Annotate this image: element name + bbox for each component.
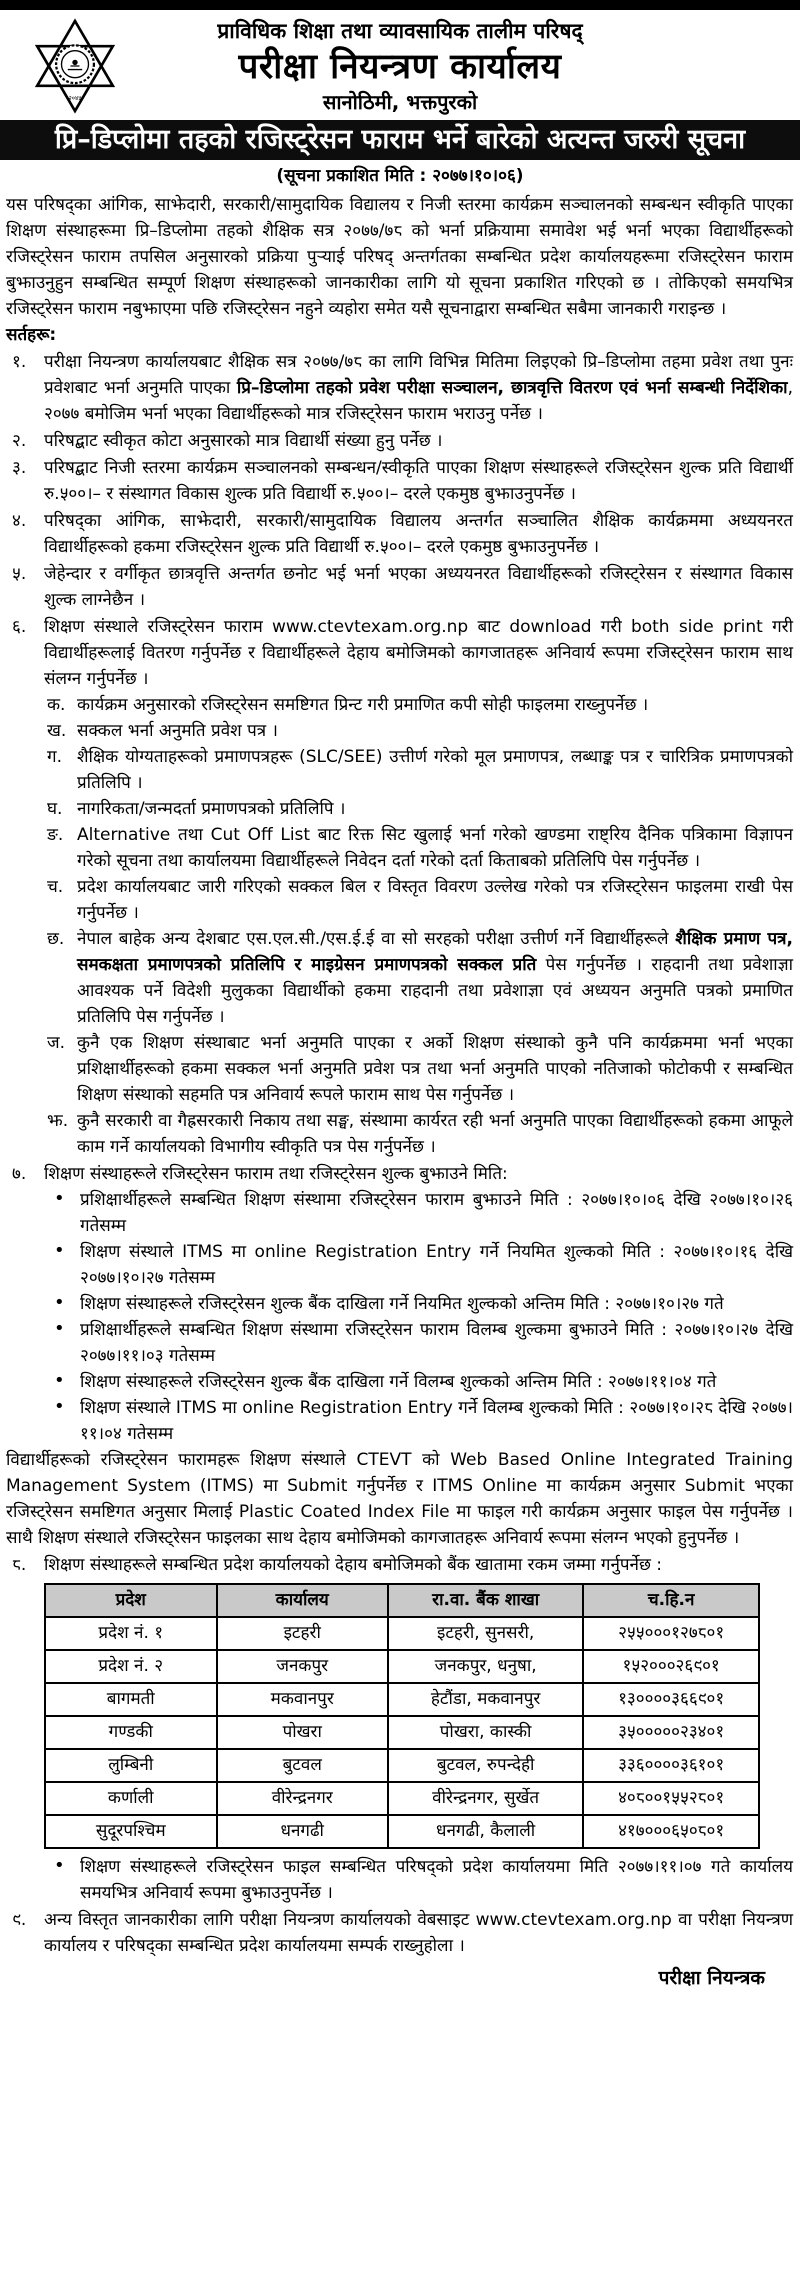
sub-item-label: झ. — [47, 1111, 69, 1131]
numbered-item — [6, 455, 793, 507]
table-cell: प्रदेश नं. २ — [45, 1650, 217, 1683]
sub-item-text — [77, 718, 793, 744]
table-cell: बागमती — [45, 1683, 217, 1716]
numbered-item — [6, 614, 793, 1160]
text-run: परिषद्बाट निजी स्तरमा कार्यक्रम सञ्चालनको सम्बन्धन/स्वीकृति पाएका शिक्षण संस्थाहरूले रजिस्ट्रेसन शुल्क प्रति विद्यार्थी रु.५००।– र संस्थागत विकास शुल्क प्रति विद्यार्थी रु.५००।– दरले एकमुष्ठ बुझाउनुपर्नेछ । — [44, 458, 793, 504]
table-row — [45, 1749, 759, 1782]
bullet-icon: • — [54, 1240, 65, 1261]
text-run: नागरिकता/जन्मदर्ता प्रमाणपत्रको प्रतिलिपि । — [77, 799, 346, 819]
table-cell: बुटवल, रुपन्देही — [388, 1749, 583, 1782]
sub-item-text — [77, 744, 793, 796]
signature: परीक्षा नियन्त्रक — [658, 1967, 765, 1989]
numbered-item — [6, 508, 793, 560]
lettered-sub-item — [44, 1030, 793, 1108]
bullet-item — [44, 1187, 793, 1239]
bullet-item — [44, 1854, 793, 1906]
bullet-icon: • — [54, 1318, 65, 1339]
table-row — [45, 1782, 759, 1815]
sub-item-text — [77, 874, 793, 926]
item-number: ७. — [12, 1164, 27, 1184]
item-number: ८. — [12, 1555, 27, 1575]
office-name: परीक्षा नियन्त्रण कार्यालय — [238, 47, 562, 87]
top-border-bar — [0, 0, 800, 10]
sub-item-label: ज. — [47, 1033, 66, 1053]
published-date: (सूचना प्रकाशित मिति : २०७७।१०।०६) — [276, 166, 524, 186]
notice-body — [0, 190, 800, 1991]
text-run: शैक्षिक योग्यताहरूको प्रमाणपत्रहरू (SLC/SEE) उत्तीर्ण गरेको मूल प्रमाणपत्र, लब्धाङ्क पत्र र चारित्रिक प्रमाणपत्रको प्रतिलिपि । — [77, 747, 793, 793]
item-text — [44, 1161, 793, 1187]
item-text — [44, 1907, 793, 1959]
table-cell: २५५०००१२७८०१ — [583, 1617, 759, 1650]
lettered-sub-item — [44, 692, 793, 718]
column-header: कार्यालय — [217, 1584, 388, 1617]
text-run: सक्कल भर्ना अनुमति प्रवेश पत्र । — [77, 721, 278, 741]
table-cell: १३००००३६६९०१ — [583, 1683, 759, 1716]
office-address: सानोठिमी, भक्तपुरको — [322, 90, 478, 114]
lettered-sub-item — [44, 822, 793, 874]
column-header: रा.वा. बैंक शाखा — [388, 1584, 583, 1617]
text-run: परीक्षा नियन्त्रण कार्यालयबाट शैक्षिक सत्र २०७७/७८ का लागि विभिन्न मितिमा लिइएको प्रि–डिप्लोमा तहमा प्रवेश तथा पुनः प्रवेशबाट भर्ना अनुमति पाएका — [44, 352, 793, 398]
item-text — [44, 508, 793, 560]
lettered-sub-item — [44, 874, 793, 926]
table-cell: पोखरा, कास्की — [388, 1716, 583, 1749]
item-text — [44, 455, 793, 507]
text-run: शिक्षण संस्थाहरूले सम्बन्धित प्रदेश कार्यालयको देहाय बमोजिमको बैंक खातामा रकम जम्मा गर्नुपर्नेछ : — [44, 1555, 663, 1575]
table-cell: धनगढी, कैलाली — [388, 1815, 583, 1848]
bullet-icon: • — [54, 1188, 65, 1209]
table-row — [45, 1815, 759, 1848]
numbered-item — [6, 1161, 793, 1551]
bullet-icon: • — [54, 1855, 65, 1876]
numbered-item — [6, 428, 793, 454]
bullet-item — [44, 1395, 793, 1447]
text-run: प्रदेश कार्यालयबाट जारी गरिएको सक्कल बिल र विस्तृत विवरण उल्लेख गरेको पत्र रजिस्ट्रेसन फाइलमा राखी पेस गर्नुपर्नेछ । — [77, 877, 793, 923]
bullet-text: प्रशिक्षार्थीहरूले सम्बन्धित शिक्षण संस्थामा रजिस्ट्रेसन फाराम विलम्ब शुल्कमा बुझाउने मिति : २०७७।१०।२७ देखि २०७७।११।०३ गतेसम्म — [80, 1320, 793, 1366]
numbered-item — [6, 1907, 793, 1959]
column-header: च.हि.न — [583, 1584, 759, 1617]
conditions-heading: सर्तहरू: — [6, 325, 57, 345]
table-cell: वीरेन्द्रनगर, सुर्खेत — [388, 1782, 583, 1815]
sub-item-label: घ. — [47, 799, 63, 819]
sub-item-label: छ. — [47, 929, 65, 949]
table-cell: लुम्बिनी — [45, 1749, 217, 1782]
text-run: कार्यक्रम अनुसारको रजिस्ट्रेसन समष्टिगत प्रिन्ट गरी प्रमाणित कपी सोही फाइलमा राख्नुपर्नेछ । — [77, 695, 649, 715]
item-text — [44, 349, 793, 427]
table-row — [45, 1683, 759, 1716]
text-run: परिषद्का आंगिक, साझेदारी, सरकारी/सामुदायिक विद्यालय अन्तर्गत सञ्चालित शैक्षिक कार्यक्रममा अध्ययनरत विद्यार्थीहरूको हकमा रजिस्ट्रेसन शुल्क प्रति विद्यार्थी रु.५००।– दरले एकमुष्ठ बुझाउनुपर्नेछ । — [44, 511, 793, 557]
text-run: नेपाल बाहेक अन्य देशबाट एस.एल.सी./एस.ई.ई वा सो सरहको परीक्षा उत्तीर्ण गर्ने विद्यार्थीहरूले — [77, 929, 676, 949]
bullet-item — [44, 1369, 793, 1395]
item-text — [44, 428, 793, 454]
sub-item-text — [77, 796, 793, 822]
lettered-sub-item — [44, 926, 793, 1030]
table-cell: मकवानपुर — [217, 1683, 388, 1716]
table-cell: बुटवल — [217, 1749, 388, 1782]
sub-item-text — [77, 1108, 793, 1160]
text-run: शिक्षण संस्थाले रजिस्ट्रेसन फाराम www.ctevtexam.org.np बाट download गरी both side print गरी विद्यार्थीहरूलाई वितरण गर्नुपर्नेछ र विद्यार्थीहरूले देहाय बमोजिमको कागजातहरू अनिवार्य रूपमा रजिस्ट्रेसन फाराम साथ संलग्न गर्नुपर्नेछ । — [44, 617, 793, 689]
sub-item-label: ङ. — [47, 825, 64, 845]
emphasis-text: प्रि–डिप्लोमा तहको प्रवेश परीक्षा सञ्चालन, छात्रवृत्ति वितरण एवं भर्ना सम्बन्धी निर्देशिका — [236, 378, 788, 398]
table-row — [45, 1716, 759, 1749]
item-number: ३. — [12, 458, 27, 478]
letterhead — [0, 10, 800, 115]
numbered-item — [6, 1552, 793, 1906]
conditions-list — [6, 349, 793, 1959]
sub-item-label: क. — [47, 695, 66, 715]
lettered-sub-item — [44, 1108, 793, 1160]
numbered-item — [6, 349, 793, 427]
bullet-item — [44, 1291, 793, 1317]
bullet-text: शिक्षण संस्थाहरूले रजिस्ट्रेसन शुल्क बैंक दाखिला गर्ने विलम्ब शुल्कको अन्तिम मिति : २०७७।११।०४ गते — [80, 1372, 717, 1392]
table-cell: ३५०००००२३४०१ — [583, 1716, 759, 1749]
itms-submission-paragraph: विद्यार्थीहरूको रजिस्ट्रेसन फारामहरू शिक्षण संस्थाले CTEVT को Web Based Online Integrated Training Management System (ITMS) मा Submit गर्नुपर्नेछ र ITMS Online मा कार्यक्रम अनुसार Submit भएका रजिस्ट्रेसन समष्टिगत अनुसार मिलाई Plastic Coated Index File मा फाइल गरी कार्यक्रम अनुसार फाइल पेस गर्नुपर्नेछ । साथै शिक्षण संस्थाले रजिस्ट्रेसन फाइलका साथ देहाय बमोजिमको कागजातहरू अनिवार्य रूपमा संलग्न भएको हुनुपर्नेछ । — [6, 1450, 793, 1548]
emphasis-text: शैक्षिक प्रमाण पत्र, समकक्षता प्रमाणपत्रको प्रतिलिपि र माइग्रेसन प्रमाणपत्रको सक्कल प्रति — [77, 929, 794, 975]
table-cell: १५२०००२६९०१ — [583, 1650, 759, 1683]
sub-item-text — [77, 692, 793, 718]
item-text — [44, 561, 793, 613]
text-run: Alternative तथा Cut Off List बाट रिक्त सिट खुलाई भर्ना गरेको खण्डमा राष्ट्रिय दैनिक पत्रिकामा विज्ञापन गरेको सूचना तथा कार्यालयमा विद्यार्थीहरूले निवेदन दर्ता गरेको दर्ता किताबको प्रतिलिपि पेस गर्नुपर्नेछ । — [77, 825, 793, 871]
sub-item-text — [77, 822, 793, 874]
table-cell: ३३६००००३६१०१ — [583, 1749, 759, 1782]
sub-item-text — [77, 1030, 793, 1108]
item-number: १. — [12, 352, 27, 372]
item-text — [44, 614, 793, 692]
table-cell: पोखरा — [217, 1716, 388, 1749]
table-cell: जनकपुर, धनुषा, — [388, 1650, 583, 1683]
table-cell: गण्डकी — [45, 1716, 217, 1749]
item-number: ६. — [12, 617, 27, 637]
lettered-sub-item — [44, 796, 793, 822]
table-header-row — [45, 1584, 759, 1617]
table-cell: प्रदेश नं. १ — [45, 1617, 217, 1650]
table-cell: इटहरी, सुनसरी, — [388, 1617, 583, 1650]
table-cell: धनगढी — [217, 1815, 388, 1848]
item-number: ४. — [12, 511, 27, 531]
bullet-item — [44, 1317, 793, 1369]
item-number: ९. — [12, 1910, 27, 1930]
bullet-text: शिक्षण संस्थाले ITMS मा online Registration Entry गर्ने नियमित शुल्कको मिति : २०७७।१०।१६ देखि २०७७।१०।२७ गतेसम्म — [80, 1242, 793, 1288]
text-run: पेस गर्नुपर्नेछ । राहदानी तथा प्रवेशाज्ञा आवश्यक पर्ने विदेशी मुलुकका विद्यार्थीको हकमा राहदानी तथा प्रवेशाज्ञा एवं अध्ययन अनुमति पत्रको प्रमाणित प्रतिलिपि पेस गर्नुपर्नेछ । — [77, 955, 793, 1027]
intro-paragraph: यस परिषद्का आंगिक, साझेदारी, सरकारी/सामुदायिक विद्यालय र निजी स्तरमा कार्यक्रम सञ्चालनको सम्बन्धन स्वीकृति पाएका शिक्षण संस्थाहरूमा प्रि–डिप्लोमा तहको शैक्षिक सत्र २०७७/७८ को भर्ना प्रक्रियामा समावेश भई भर्ना भएका विद्यार्थीहरूको रजिस्ट्रेसन फाराम तपसिल अनुसारको प्रक्रिया पुऱ्याई परिषद् अन्तर्गतका सम्बन्धित प्रदेश कार्यालयहरूमा रजिस्ट्रेसन फाराम बुझाउनुहुन सम्बन्धित सम्पूर्ण शिक्षण संस्थाहरूको जानकारीका लागि यो सूचना प्रकाशित गरिएको छ । तोकिएको समयभित्र रजिस्ट्रेसन फाराम नबुझाएमा पछि रजिस्ट्रेसन नहुने व्यहोरा समेत यसै सूचनाद्वारा सम्बन्धित सबैमा जानकारी गराइन्छ । — [6, 195, 793, 319]
item-number: २. — [12, 431, 27, 451]
logo-year-text: २०४५ — [68, 95, 82, 103]
ctevt-logo — [30, 18, 120, 114]
text-run: जेहेन्दार र वर्गीकृत छात्रवृत्ति अन्तर्गत छनोट भई भर्ना भएका अध्ययनरत विद्यार्थीहरूको रजिस्ट्रेसन र संस्थागत विकास शुल्क लाग्नेछैन । — [44, 564, 793, 610]
text-run: कुनै एक शिक्षण संस्थाबाट भर्ना अनुमति पाएका र अर्को शिक्षण संस्थाको कुनै पनि कार्यक्रममा भर्ना भएका प्रशिक्षार्थीहरूको हकमा सक्कल भर्ना अनुमति प्रवेश पत्र तथा भर्ना अनुमति पाएको नतिजाको फोटोकपी र सम्बन्धित शिक्षण संस्थाको सहमति पत्र अनिवार्य रूपले फाराम साथ पेस गर्नुपर्नेछ । — [77, 1033, 793, 1105]
table-cell: सुदूरपश्चिम — [45, 1815, 217, 1848]
sub-item-label: च. — [47, 877, 64, 897]
table-cell: इटहरी — [217, 1617, 388, 1650]
table-cell: ४०८००१५५२८०१ — [583, 1782, 759, 1815]
text-run: शिक्षण संस्थाहरूले रजिस्ट्रेसन फाराम तथा रजिस्ट्रेसन शुल्क बुझाउने मिति: — [44, 1164, 508, 1184]
table-cell: कर्णाली — [45, 1782, 217, 1815]
bullet-item — [44, 1239, 793, 1291]
table-cell: ४१७०००६५०८०१ — [583, 1815, 759, 1848]
table-cell: जनकपुर — [217, 1650, 388, 1683]
bullet-icon: • — [54, 1292, 65, 1313]
column-header: प्रदेश — [45, 1584, 217, 1617]
bullet-text: शिक्षण संस्थाहरूले रजिस्ट्रेसन फाइल सम्बन्धित परिषद्को प्रदेश कार्यालयमा मिति २०७७।११।०७ गते कार्यालय समयभित्र अनिवार्य रूपमा बुझाउनुपर्नेछ । — [80, 1857, 793, 1903]
table-cell: वीरेन्द्रनगर — [217, 1782, 388, 1815]
sub-item-label: ग. — [47, 747, 62, 767]
bank-account-table — [44, 1583, 760, 1849]
lettered-sub-item — [44, 744, 793, 796]
text-run: कुनै सरकारी वा गैह्रसरकारी निकाय तथा सङ्घ, संस्थामा कार्यरत रही भर्ना अनुमति पाएका विद्यार्थीहरूको हकमा आफूले काम गर्ने कार्यालयको विभागीय स्वीकृति पत्र पेस गर्नुपर्नेछ । — [77, 1111, 793, 1157]
table-row — [45, 1650, 759, 1683]
bullet-text: शिक्षण संस्थाहरूले रजिस्ट्रेसन शुल्क बैंक दाखिला गर्ने नियमित शुल्कको अन्तिम मिति : २०७७।१०।२७ गते — [80, 1294, 724, 1314]
text-run: अन्य विस्तृत जानकारीका लागि परीक्षा नियन्त्रण कार्यालयको वेबसाइट www.ctevtexam.org.np वा परीक्षा नियन्त्रण कार्यालय र परिषद्का सम्बन्धित प्रदेश कार्यालयमा सम्पर्क राख्नुहोला । — [44, 1910, 793, 1956]
bullet-icon: • — [54, 1370, 65, 1391]
sub-item-label: ख. — [47, 721, 67, 741]
item-text — [44, 1552, 793, 1578]
notice-title-banner: प्रि–डिप्लोमा तहको रजिस्ट्रेसन फाराम भर्ने बारेको अत्यन्त जरुरी सूचना — [0, 120, 800, 160]
text-run: , २०७७ बमोजिम भर्ना भएका विद्यार्थीहरूको मात्र रजिस्ट्रेसन फाराम भराउनु पर्नेछ । — [44, 378, 793, 424]
table-row — [45, 1617, 759, 1650]
numbered-item — [6, 561, 793, 613]
lettered-sub-item — [44, 718, 793, 744]
table-cell: हेटौंडा, मकवानपुर — [388, 1683, 583, 1716]
bullet-text: शिक्षण संस्थाले ITMS मा online Registration Entry गर्ने विलम्ब शुल्कको मिति : २०७७।१०।२८ देखि २०७७।११।०४ गतेसम्म — [80, 1398, 793, 1444]
item-number: ५. — [12, 564, 27, 584]
bullet-icon: • — [54, 1396, 65, 1417]
text-run: परिषद्बाट स्वीकृत कोटा अनुसारको मात्र विद्यार्थी संख्या हुनु पर्नेछ । — [44, 431, 443, 451]
sub-item-text — [77, 926, 793, 1030]
bullet-text: प्रशिक्षार्थीहरूले सम्बन्धित शिक्षण संस्थामा रजिस्ट्रेसन फाराम बुझाउने मिति : २०७७।१०।०६ देखि २०७७।१०।२६ गतेसम्म — [80, 1190, 793, 1236]
organization-name: प्राविधिक शिक्षा तथा व्यावसायिक तालीम परिषद् — [217, 19, 583, 43]
